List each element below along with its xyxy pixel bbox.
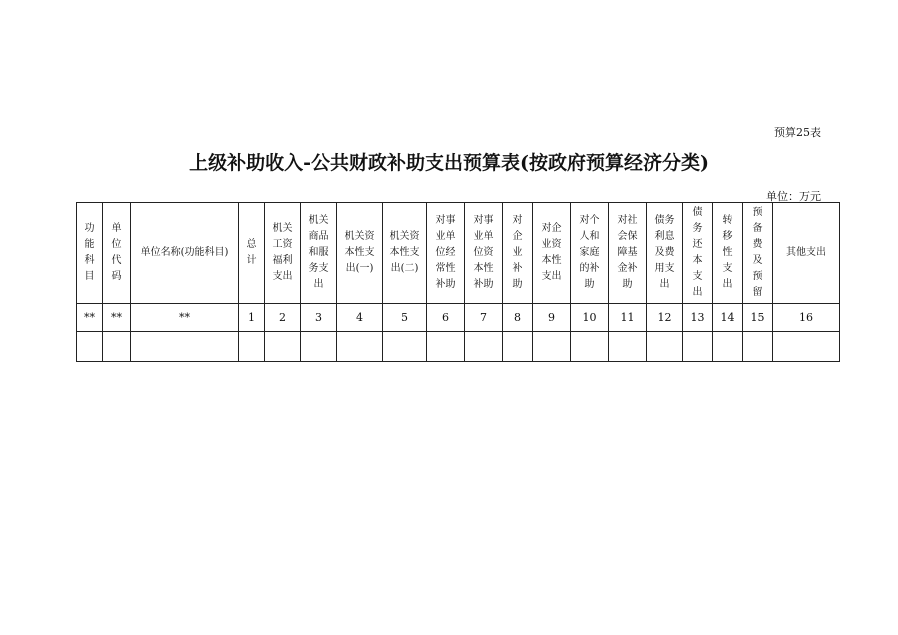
column-header: 预 备 费 及 预 留 [743, 203, 773, 304]
column-index: 9 [533, 304, 571, 332]
table-cell [647, 332, 683, 362]
column-header: 总 计 [239, 203, 265, 304]
table-cell [713, 332, 743, 362]
table-row [77, 332, 840, 362]
table-cell [609, 332, 647, 362]
column-header: 债 务 还 本 支 出 [683, 203, 713, 304]
column-header: 对社 会保 障基 金补 助 [609, 203, 647, 304]
column-header: 对个 人和 家庭 的补 助 [571, 203, 609, 304]
table-cell [773, 332, 840, 362]
column-index: 13 [683, 304, 713, 332]
column-index: 14 [713, 304, 743, 332]
column-header: 对事 业单 位资 本性 补助 [465, 203, 503, 304]
column-header: 转 移 性 支 出 [713, 203, 743, 304]
table-cell [337, 332, 383, 362]
column-index: 8 [503, 304, 533, 332]
column-index: 10 [571, 304, 609, 332]
column-header: 债务 利息 及费 用支 出 [647, 203, 683, 304]
table-cell [383, 332, 427, 362]
table-cell [465, 332, 503, 362]
table-cell [683, 332, 713, 362]
unit-label: 单位：万元 [766, 190, 821, 203]
column-header: 对 企 业 补 助 [503, 203, 533, 304]
column-index: ** [103, 304, 131, 332]
column-header: 机关 商品 和服 务支 出 [301, 203, 337, 304]
column-index: 7 [465, 304, 503, 332]
table-cell [743, 332, 773, 362]
column-index: 11 [609, 304, 647, 332]
table-cell [77, 332, 103, 362]
column-index-row [77, 304, 840, 332]
page-title: 上级补助收入-公共财政补助支出预算表(按政府预算经济分类) [189, 152, 709, 174]
column-header: 机关资 本性支 出(一) [337, 203, 383, 304]
column-index: 1 [239, 304, 265, 332]
column-index: 15 [743, 304, 773, 332]
column-index: 16 [773, 304, 840, 332]
column-header: 单 位 代 码 [103, 203, 131, 304]
column-index: 12 [647, 304, 683, 332]
header-row [77, 203, 840, 304]
table-cell [571, 332, 609, 362]
form-number: 预算25表 [774, 126, 821, 139]
budget-table [76, 202, 840, 362]
table-cell [503, 332, 533, 362]
column-index: 6 [427, 304, 465, 332]
column-header: 机关 工资 福利 支出 [265, 203, 301, 304]
table-cell [265, 332, 301, 362]
column-index: 2 [265, 304, 301, 332]
column-index: 4 [337, 304, 383, 332]
column-index: ** [131, 304, 239, 332]
column-index: ** [77, 304, 103, 332]
column-header: 机关资 本性支 出(二) [383, 203, 427, 304]
table-cell [131, 332, 239, 362]
table-cell [533, 332, 571, 362]
column-header: 对事 业单 位经 常性 补助 [427, 203, 465, 304]
column-header: 单位名称(功能科目) [131, 203, 239, 304]
column-header: 功 能 科 目 [77, 203, 103, 304]
table-cell [239, 332, 265, 362]
column-index: 3 [301, 304, 337, 332]
column-index: 5 [383, 304, 427, 332]
column-header: 对企 业资 本性 支出 [533, 203, 571, 304]
table-cell [103, 332, 131, 362]
column-header: 其他支出 [773, 203, 840, 304]
table-cell [301, 332, 337, 362]
table-cell [427, 332, 465, 362]
